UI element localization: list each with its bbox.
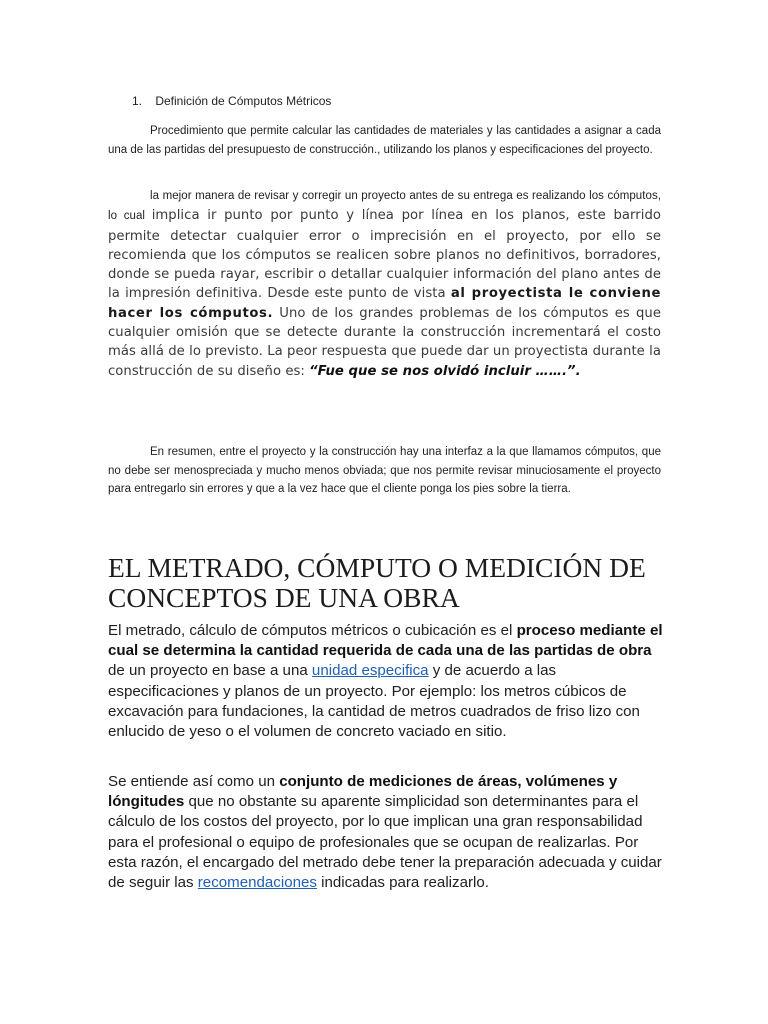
mediciones-text-3: indicadas para realizarlo.	[316, 874, 489, 892]
paragraph-summary	[108, 443, 661, 499]
mediciones-text-1: Se entiende así como un	[108, 773, 280, 790]
metrado-text-1: El metrado, cálculo de cómputos métricos o cubicación es el	[108, 622, 517, 639]
section-number: 1.	[132, 94, 143, 108]
metrado-bold-text: proceso mediante el cual se determina la cantidad requerida de cada una de las partidas de obra	[108, 622, 663, 660]
paragraph-metrado	[108, 621, 668, 742]
paragraph-mediciones	[108, 772, 668, 893]
section-title: Definición de Cómputos Métricos	[155, 94, 332, 108]
paragraph-definition	[108, 122, 661, 159]
section-heading	[132, 94, 331, 108]
review-bold-text: al proyectista le conviene hacer los cómputos.	[108, 286, 662, 321]
metrado-text-3: y de acuerdo a las especificaciones y planos de un proyecto. Por ejemplo: los metros cúbicos de excavación para fundaciones, la cantidad de metros cuadrados de friso lizo con enlucido de yeso o el volumen de concreto vaciado en sitio.	[108, 662, 640, 741]
recomendaciones-link[interactable]: recomendaciones	[197, 874, 317, 892]
unidad-especifica-link[interactable]: unidad especifica	[311, 662, 429, 680]
paragraph-review	[108, 186, 661, 381]
paragraph-summary-text: En resumen, entre el proyecto y la construcción hay una interfaz a la que llamamos cómputos, que no debe ser menospreciada y mucho menos obviada; que nos permite revisar minuciosamente el proyecto para entregarlo sin errores y que a la vez hace que el cliente ponga los pies sobre la tierra.	[108, 446, 661, 495]
metrado-text-2: de un proyecto en base a una	[108, 662, 312, 680]
mediciones-bold-text: conjunto de mediciones de áreas, volúmenes y lóngitudes	[108, 773, 618, 811]
paragraph-definition-text: Procedimiento que permite calcular las cantidades de materiales y las cantidades a asignar a cada una de las partidas del presupuesto de construcción., utilizando los planos y especificaciones del proyecto.	[108, 125, 661, 156]
review-body-text: implica ir punto por punto y línea por línea en los planos, este barrido permite detectar cualquier error o imprecisión en el proyecto, por ello se recomienda que los cómputos se realicen sobre planos no definitivos, borradores, donde se pueda rayar, escribir o detallar cualquier información del plano antes de la impresión definitiva. Desde este punto de vista	[108, 208, 661, 302]
review-quote: “Fue que se nos olvidó incluir …….”.	[309, 363, 581, 379]
review-body-text-2: Uno de los grandes problemas de los cómputos es que cualquier omisión que se detecte durante la construcción incrementará el costo más allá de lo previsto. La peor respuesta que puede dar un proyectista durante la construcción de su diseño es:	[108, 305, 661, 379]
review-intro-text: la mejor manera de revisar y corregir un proyecto antes de su entrega es realizando los cómputos, lo cual	[108, 190, 661, 223]
mediciones-text-2: que no obstante su aparente simplicidad son determinantes para el cálculo de los costos del proyecto, por lo que implican una gran responsabilidad para el profesional o equipo de profesionales que se ocupan de realizarlas. Por esta razón, el encargado del metrado debe tener la preparación adecuada y cuidar de seguir las	[108, 793, 662, 892]
page-title: EL METRADO, CÓMPUTO O MEDICIÓN DE CONCEPTOS DE UNA OBRA	[108, 552, 646, 613]
